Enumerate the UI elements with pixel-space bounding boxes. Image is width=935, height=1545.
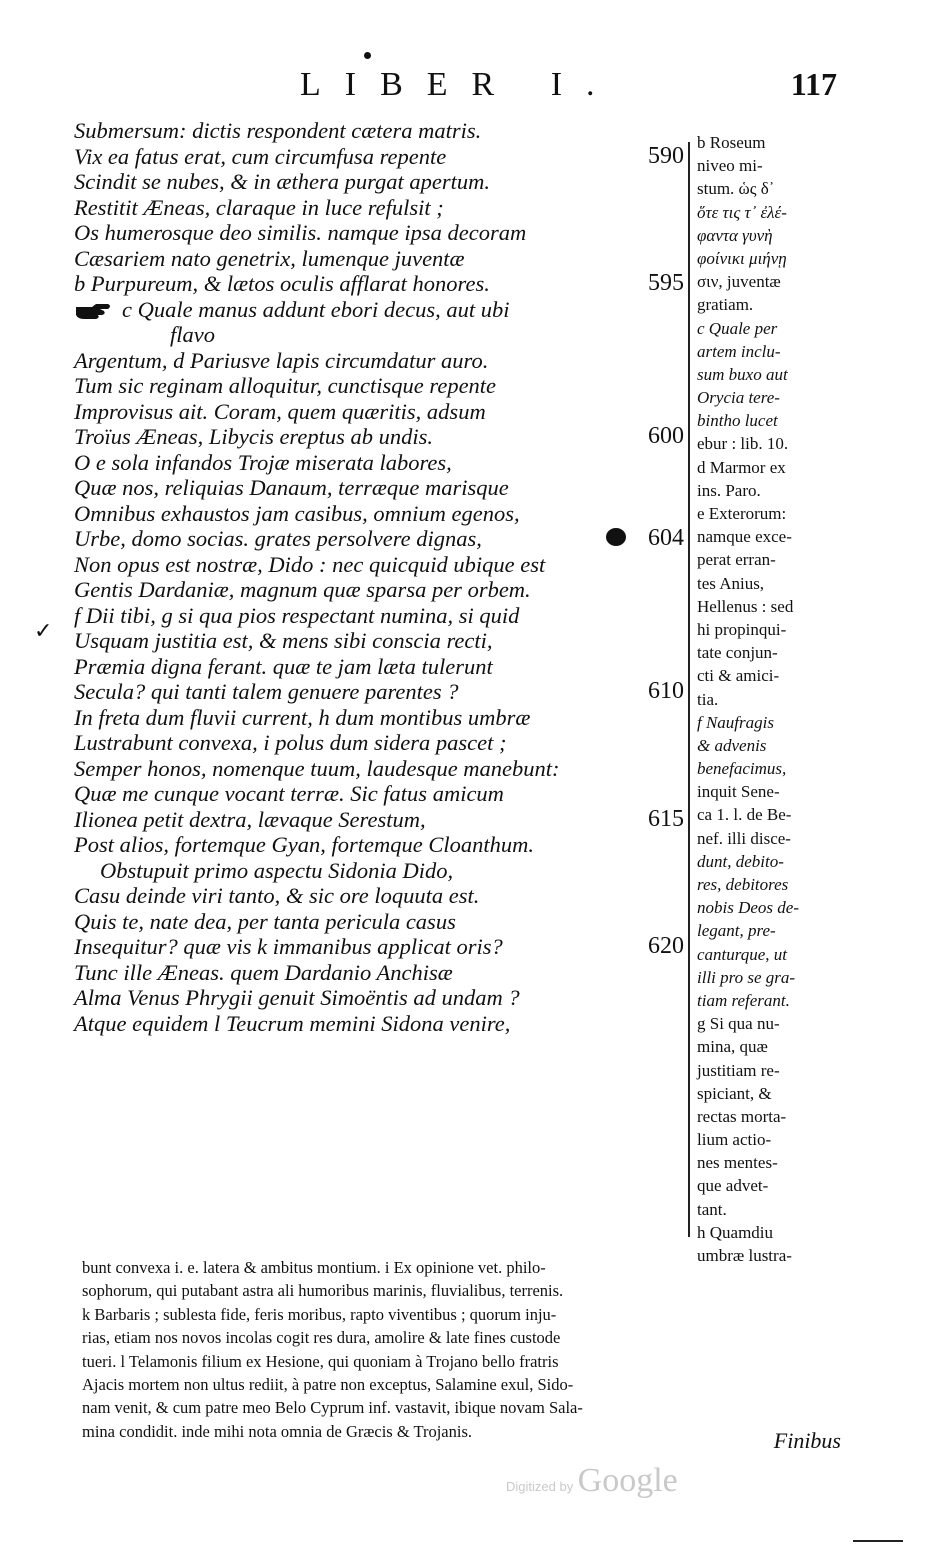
- gloss-line: niveo mi-: [697, 156, 763, 176]
- gloss-line: tiam referant.: [697, 990, 790, 1010]
- gloss-line: g Si qua nu-: [697, 1014, 780, 1034]
- gloss-line: ὅτε τις τ᾽ ἐλέ-: [697, 202, 787, 222]
- margin-mark: ✓: [34, 619, 53, 644]
- verse-line: Submersum: dictis respondent cætera matris.: [74, 118, 482, 143]
- gloss-line: mina, quæ: [697, 1037, 768, 1057]
- footnote-line: sophorum, qui putabant astra ali humoribus marinis, fluvialibus, terrenis.: [82, 1281, 564, 1301]
- gloss-line: tes Anius,: [697, 573, 765, 593]
- gloss-line: illi pro se gra-: [697, 967, 796, 987]
- gloss-line: stum. ὡς δ᾽: [697, 179, 775, 199]
- verse-line: Semper honos, nomenque tuum, laudesque manebunt:: [74, 755, 560, 781]
- page-header: [0, 66, 935, 116]
- gloss-line: h Quamdiu: [697, 1222, 774, 1242]
- gloss-line: spiciant, &: [697, 1083, 772, 1103]
- gloss-line: f Naufragis: [697, 712, 774, 732]
- gloss-line: tant.: [697, 1199, 727, 1219]
- verse-line: In freta dum fluvii current, h dum montibus umbræ: [74, 704, 531, 730]
- verse-line: f Dii tibi, g si qua pios respectant numina, si quid: [74, 602, 520, 628]
- verse-line: Obstupuit primo aspectu Sidonia Dido,: [100, 857, 454, 883]
- verse-line: Tunc ille Æneas. quem Dardanio Anchisæ: [74, 959, 453, 985]
- gloss-line: Orycia tere-: [697, 388, 780, 408]
- gloss-line: cti & amici-: [697, 666, 780, 686]
- gloss-line: res, debitores: [697, 875, 789, 894]
- gloss-line: tate conjun-: [697, 643, 778, 663]
- gloss-line: e Exterorum:: [697, 504, 787, 523]
- gloss-line: lium actio-: [697, 1130, 772, 1150]
- gloss-line: Hellenus : sed: [697, 596, 794, 616]
- gloss-line: c Quale per: [697, 318, 778, 338]
- gloss-line: umbræ lustra-: [697, 1246, 792, 1265]
- footnote-line: bunt convexa i. e. latera & ambitus montium. i Ex opinione vet. philo-: [82, 1258, 546, 1277]
- verse-line: Vix ea fatus erat, cum circumfusa repente 590: [74, 142, 684, 169]
- footnote-line: mina condidit. inde mihi nota omnia de Græcis & Trojanis.: [82, 1421, 473, 1441]
- gloss-line: φαντα γυνὴ: [697, 225, 773, 245]
- pointing-hand-icon: [74, 301, 114, 321]
- verse-line: Quæ me cunque vocant terræ. Sic fatus amicum: [74, 781, 504, 806]
- marginal-glosses: [697, 131, 837, 1267]
- verse-line: Scindit se nubes, & in æthera purgat apertum.: [74, 169, 491, 194]
- gloss-line: dunt, debito-: [697, 851, 784, 871]
- verse-line: Lustrabunt convexa, i polus dum sidera pascet ;: [74, 730, 507, 755]
- gloss-line: inquit Sene-: [697, 782, 780, 802]
- ink-blot: [606, 528, 626, 546]
- gloss-line: nobis Deos de-: [697, 898, 799, 918]
- gloss-line: namque exce-: [697, 527, 792, 547]
- verse-line: Secula? qui tanti talem genuere parentes ? 610: [74, 678, 684, 704]
- printer-dot: [364, 52, 371, 59]
- gloss-line: tia.: [697, 689, 719, 709]
- bottom-rule: [853, 1540, 903, 1542]
- verse-line: Omnibus exhaustos jam casibus, omnium egenos,: [74, 500, 520, 526]
- running-title: LIBER I.: [300, 66, 619, 103]
- gloss-line: benefacimus,: [697, 759, 787, 779]
- gloss-line: b Roseum: [697, 133, 766, 152]
- gloss-line: justitiam re-: [697, 1060, 780, 1080]
- gloss-line: sum buxo aut: [697, 364, 788, 384]
- catchword: Finibus: [773, 1428, 841, 1453]
- verse-line: Quis te, nate dea, per tanta pericula casus: [74, 908, 456, 934]
- gloss-line: artem inclu-: [697, 341, 781, 361]
- gloss-line: & advenis: [697, 735, 767, 755]
- gloss-line: hi propinqui-: [697, 619, 787, 639]
- verse-line: Gentis Dardaniæ, magnum quæ sparsa per orbem.: [74, 577, 531, 602]
- verse-text: [74, 118, 684, 1036]
- verse-line: Cæsariem nato genetrix, lumenque juventæ: [74, 245, 465, 271]
- verse-line: Non opus est nostræ, Dido : nec quicquid ubique est: [74, 551, 546, 577]
- gloss-line: ebur : lib. 10.: [697, 434, 789, 454]
- gloss-line: ca 1. l. de Be-: [697, 805, 792, 825]
- gloss-line: canturque, ut: [697, 944, 788, 964]
- verse-line-continuation: flavo: [170, 322, 215, 347]
- verse-line: b Purpureum, & lætos oculis afflarat honores. 595: [74, 270, 684, 296]
- gloss-line: nes mentes-: [697, 1153, 778, 1173]
- watermark: [506, 1462, 678, 1500]
- verse-line: Atque equidem l Teucrum memini Sidona venire,: [74, 1010, 511, 1036]
- verse-line: Præmia digna ferant. quæ te jam læta tulerunt: [74, 653, 493, 679]
- gloss-line: gratiam.: [697, 295, 754, 315]
- footnote-line: k Barbaris ; sublesta fide, feris moribus, rapto viventibus ; quorum inju-: [82, 1304, 557, 1324]
- gloss-line: bintho lucet: [697, 411, 778, 431]
- verse-line: Alma Venus Phrygii genuit Simoëntis ad undam ?: [74, 985, 520, 1010]
- gloss-line: rectas morta-: [697, 1106, 787, 1126]
- gloss-line: perat erran-: [697, 550, 776, 570]
- verse-line: Restitit Æneas, claraque in luce refulsit ;: [74, 194, 444, 220]
- verse-line: O e sola infandos Trojæ miserata labores,: [74, 449, 452, 475]
- watermark-brand: Google: [577, 1462, 678, 1499]
- gloss-line: que advet-: [697, 1176, 769, 1196]
- gloss-line: ins. Paro.: [697, 480, 761, 500]
- footnotes: [82, 1256, 842, 1443]
- verse-line: Ilionea petit dextra, lævaque Serestum, 615: [74, 805, 684, 832]
- footnote-line: rias, etiam nos novos incolas cogit res dura, amolire & late fines custode: [82, 1328, 561, 1348]
- verse-line: Os humerosque deo similis. namque ipsa decoram: [74, 220, 527, 245]
- verse-line: Argentum, d Pariusve lapis circumdatur auro.: [74, 347, 489, 373]
- verse-line: Troïus Æneas, Libycis ereptus ab undis. 600: [74, 423, 684, 449]
- verse-line: Usquam justitia est, & mens sibi conscia recti,: [74, 628, 493, 653]
- margin-rule: [688, 142, 690, 1237]
- verse-line: c Quale manus addunt ebori decus, aut ubi: [74, 297, 684, 323]
- page-number: 117: [790, 66, 837, 102]
- verse-line: Quæ nos, reliquias Danaum, terræque marisque: [74, 475, 509, 500]
- watermark-prefix: Digitized by: [506, 1479, 574, 1494]
- verse-line: Insequitur? quæ vis k immanibus applicat oris? 620: [74, 933, 684, 959]
- verse-line: Tum sic reginam alloquitur, cunctisque repente: [74, 373, 497, 398]
- footnote-line: nam venit, & cum patre meo Belo Cyprum inf. vastavit, ibique novam Sala-: [82, 1398, 583, 1418]
- gloss-line: σιν, juventæ: [697, 272, 781, 292]
- verse-line: Casu deinde viri tanto, & sic ore loquuta est.: [74, 883, 480, 908]
- gloss-line: nef. illi disce-: [697, 828, 791, 848]
- verse-line: Post alios, fortemque Gyan, fortemque Cloanthum.: [74, 832, 534, 857]
- footnote-line: tueri. l Telamonis filium ex Hesione, qui quoniam à Trojano bello fratris: [82, 1351, 559, 1371]
- gloss-line: legant, pre-: [697, 921, 776, 941]
- footnote-line: Ajacis mortem non ultus rediit, à patre non exceptus, Salamine exul, Sido-: [82, 1374, 574, 1394]
- verse-line: Urbe, domo socias. grates persolvere dignas, 604: [74, 525, 684, 551]
- gloss-line: φοίνικι μιήνῃ: [697, 248, 787, 268]
- gloss-line: d Marmor ex: [697, 457, 786, 477]
- verse-line: Improvisus ait. Coram, quem quæritis, adsum: [74, 398, 486, 424]
